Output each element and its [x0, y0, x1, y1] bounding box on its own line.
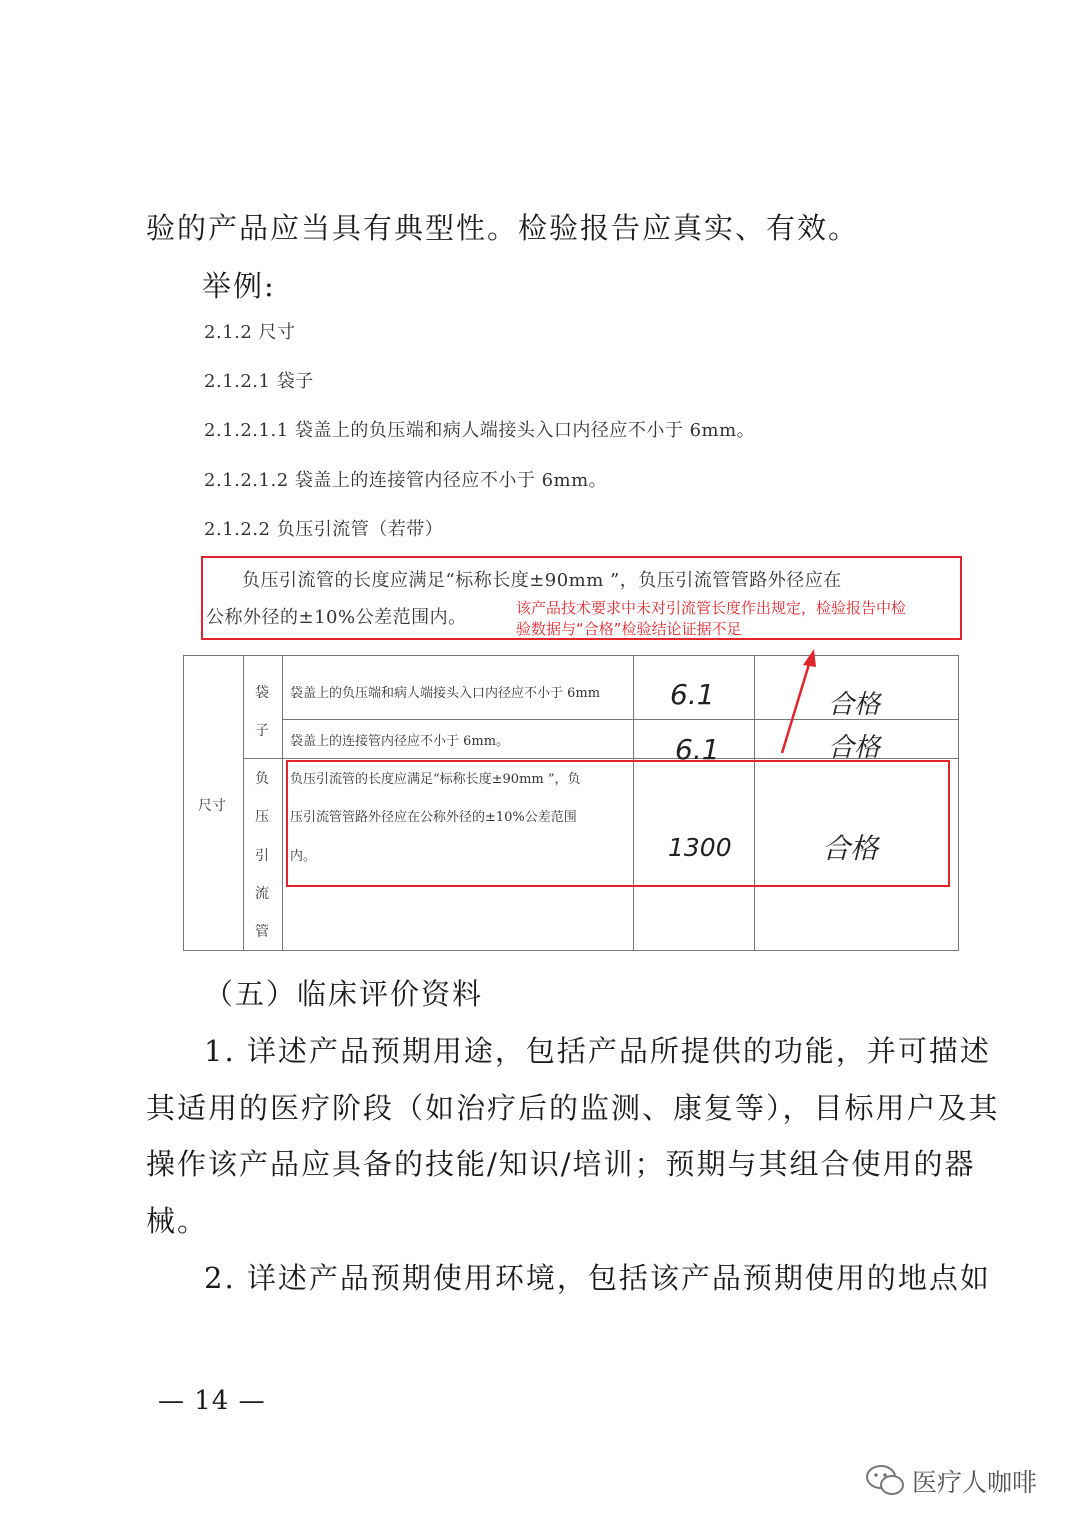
table-cell-requirement: 袋盖上的负压端和病人端接头入口内径应不小于 6mm: [290, 686, 601, 701]
example-label: 举例:: [202, 269, 276, 303]
table-cell-value: 6.1: [675, 733, 720, 766]
table-group-char: 引: [255, 848, 269, 864]
table-cell-requirement: 内。: [290, 849, 317, 864]
table-group-char: 子: [255, 723, 269, 739]
table-group-char: 流: [255, 886, 269, 902]
table-group-char: 管: [255, 924, 269, 940]
table-group-char: 负: [255, 771, 269, 787]
table-row-header: 尺寸: [198, 798, 226, 814]
page-number: — 14 —: [158, 1386, 266, 1416]
body-text-line: 操作该产品应具备的技能/知识/培训；预期与其组合使用的器: [146, 1147, 976, 1181]
table-group-char: 压: [255, 809, 269, 825]
example-item: 2.1.2.1.1 袋盖上的负压端和病人端接头入口内径应不小于 6mm。: [204, 420, 756, 441]
example-item: 2.1.2.1.2 袋盖上的连接管内径应不小于 6mm。: [204, 470, 608, 491]
body-text-line: 械。: [146, 1204, 209, 1238]
body-text-line: 2. 详述产品预期使用环境，包括该产品预期使用的地点如: [204, 1261, 991, 1295]
table-cell-requirement: 负压引流管的长度应满足“标称长度±90mm ”，负: [290, 772, 581, 787]
table-cell-requirement: 压引流管管路外径应在公称外径的±10%公差范围: [290, 810, 577, 825]
table-cell-value: 6.1: [670, 678, 715, 711]
table-cell-result: 合格: [822, 832, 879, 865]
table-cell-value: 1300: [668, 833, 732, 862]
table-cell-result: 合格: [828, 733, 881, 763]
highlight-box-table-row: [286, 760, 950, 887]
body-text-line: 其适用的医疗阶段（如治疗后的监测、康复等），目标用户及其: [146, 1091, 1000, 1125]
annotation-arrow-icon: [770, 645, 830, 760]
boxed-clause-line: 公称外径的±10%公差范围内。: [206, 607, 467, 628]
annotation-text: 验数据与“合格”检验结论证据不足: [516, 620, 742, 638]
annotation-text: 该产品技术要求中未对引流管长度作出规定，检验报告中检: [516, 599, 907, 617]
example-item: 2.1.2.2 负压引流管（若带）: [204, 519, 444, 540]
wechat-icon: [864, 1462, 908, 1498]
example-item: 2.1.2.1 袋子: [204, 371, 314, 392]
table-cell-requirement: 袋盖上的连接管内径应不小于 6mm。: [290, 734, 510, 749]
example-item: 2.1.2 尺寸: [204, 322, 296, 343]
section-heading: （五）临床评价资料: [204, 977, 484, 1011]
boxed-clause-line: 负压引流管的长度应满足“标称长度±90mm ”，负压引流管管路外径应在: [242, 570, 842, 591]
body-text-line: 1. 详述产品预期用途，包括产品所提供的功能，并可描述: [204, 1034, 991, 1068]
table-cell-result: 合格: [828, 690, 881, 720]
watermark-text: 医疗人咖啡: [912, 1468, 1038, 1497]
body-text-line: 验的产品应当具有典型性。检验报告应真实、有效。: [146, 211, 860, 245]
table-group-char: 袋: [255, 685, 269, 701]
